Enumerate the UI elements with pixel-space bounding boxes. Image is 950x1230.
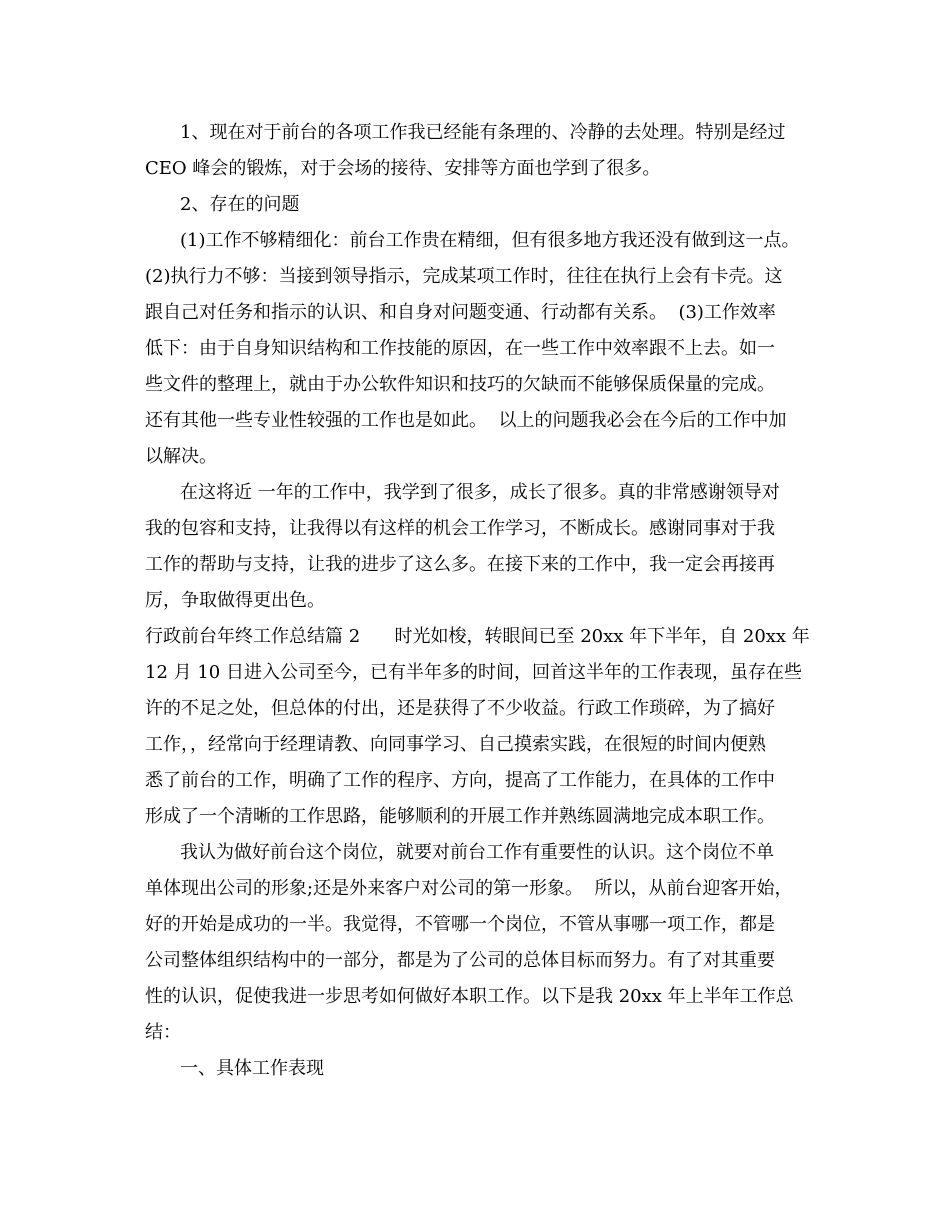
text-line: 好的开始是成功的一半。我觉得，不管哪一个岗位，不管从事哪一项工作，都是 bbox=[145, 914, 775, 935]
text-line: 1、现在对于前台的各项工作我已经能有条理的、冷静的去处理。特别是经过 bbox=[180, 122, 786, 143]
text-line: 我认为做好前台这个岗位，就要对前台工作有重要性的认识。这个岗位不单 bbox=[180, 842, 774, 863]
text-line: 单体现出公司的形象;还是外来客户对公司的第一形象。 所以，从前台迎客开始， bbox=[145, 878, 793, 899]
text-line: (2)执行力不够：当接到领导指示，完成某项工作时，往往在执行上会有卡壳。这 bbox=[145, 266, 783, 287]
text-line: 还有其他一些专业性较强的工作也是如此。 以上的问题我必会在今后的工作中加 bbox=[145, 410, 787, 431]
text-line: 我的包容和支持，让我得以有这样的机会工作学习，不断成长。感谢同事对于我 bbox=[145, 518, 775, 539]
text-line: CEO 峰会的锻炼，对于会场的接待、安排等方面也学到了很多。 bbox=[145, 158, 661, 179]
text-line: 结： bbox=[145, 1022, 181, 1043]
text-line: 12 月 10 日进入公司至今，已有半年多的时间，回首这半年的工作表现，虽存在些 bbox=[145, 662, 802, 683]
text-line: 以解决。 bbox=[145, 446, 217, 467]
text-line: 工作的帮助与支持，让我的进步了这么多。在接下来的工作中，我一定会再接再 bbox=[145, 554, 775, 575]
text-line: 悉了前台的工作，明确了工作的程序、方向，提高了工作能力，在具体的工作中 bbox=[145, 770, 775, 791]
text-line: 工作，，经常向于经理请教、向同事学习、自己摸索实践，在很短的时间内便熟 bbox=[145, 734, 766, 755]
text-line: 厉，争取做得更出色。 bbox=[145, 590, 325, 611]
section-heading: 一、具体工作表现 bbox=[180, 1058, 324, 1079]
text-line: 行政前台年终工作总结篇 2 时光如梭，转眼间已至 20xx 年下半年，自 20xx 年 bbox=[145, 626, 810, 647]
text-line: 许的不足之处，但总体的付出，还是获得了不少收益。行政工作琐碎，为了搞好 bbox=[145, 698, 775, 719]
text-line: 公司整体组织结构中的一部分，都是为了公司的总体目标而努力。有了对其重要 bbox=[145, 950, 775, 971]
text-line: 在这将近 一年的工作中，我学到了很多，成长了很多。真的非常感谢领导对 bbox=[180, 482, 780, 503]
text-line: 低下：由于自身知识结构和工作技能的原因，在一些工作中效率跟不上去。如一 bbox=[145, 338, 775, 359]
text-line: 性的认识，促使我进一步思考如何做好本职工作。以下是我 20xx 年上半年工作总 bbox=[145, 986, 794, 1007]
text-line: 些文件的整理上，就由于办公软件知识和技巧的欠缺而不能够保质保量的完成。 bbox=[145, 374, 775, 395]
text-line: 跟自己对任务和指示的认识、和自身对问题变通、行动都有关系。 (3)工作效率 bbox=[145, 302, 776, 323]
section-heading: 2、存在的问题 bbox=[180, 194, 300, 215]
text-line: 形成了一个清晰的工作思路，能够顺利的开展工作并熟练圆满地完成本职工作。 bbox=[145, 806, 775, 827]
text-line: (1)工作不够精细化：前台工作贵在精细，但有很多地方我还没有做到这一点。 bbox=[180, 230, 800, 251]
document-page bbox=[145, 115, 835, 1087]
